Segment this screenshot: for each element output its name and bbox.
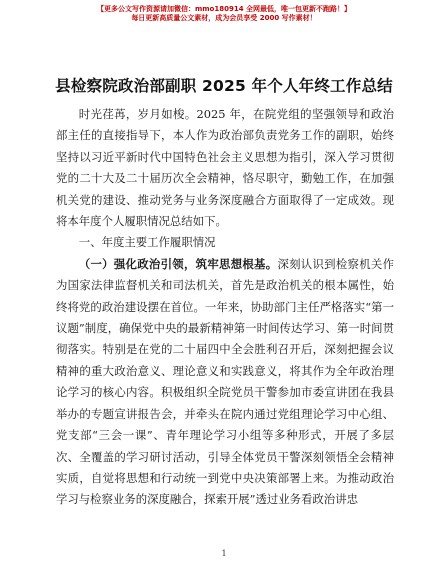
section-1-lead: （一）强化政治引领，筑牢思想根基。 [78,256,278,271]
document-title: 县检察院政治部副职 2025 年个人年终工作总结 [55,77,393,95]
promo-banner-line-1: 【更多公文写作资源请加微信：mmo180914 全网最低，唯一包更新不跑路！】 [96,5,352,13]
section-heading: 一、年度主要工作履职情况 [78,235,216,250]
section-1-text: 深刻认识到检察机关作为国家法律监督机关和司法机关，首先是政治机关的根本属性，始终将党的政治建设摆在首位。一年来，协助部门主任严格落实“第一议题”制度，确保党中央的最新精神第一时间传达学习、第一时间贯彻落实。特别是在党的二十届四中全会胜利召开后，深刻把握会议精神的重大政治意义、理论意义和实践意义，将其作为全年政治理论学习的核心内容。积极组织全院党员干警参加市委宣讲团在我县举办的专题宣讲报告会，并牵头在院内通过党组理论学习中心组、党支部“三会一课”、青年理论学习小组等多种形式，开展了多层次、全覆盖的学习研讨活动，引导全体党员干警深刻领悟全会精神实质，自觉将思想和行动统一到党中央决策部署上来。为推动政治学习与检察业务的深度融合，探索开展”透过业务看政治讲忠 [56,256,394,507]
section-1-paragraph [56,254,394,511]
promo-banner [0,5,448,23]
document-body [56,104,394,511]
page-number: 1 [221,549,227,558]
intro-paragraph: 时光荏苒，岁月如梭。2025 年，在院党组的坚强领导和政治部主任的直接指导下，本人作为政治部负责党务工作的副职，始终坚持以习近平新时代中国特色社会主义思想为指引，深入学习贯彻党的二十大及二十届历次全会精神，恪尽职守，勤勉工作，在加强机关党的建设、推动党务与业务深度融合方面取得了一定成效。现将本年度个人履职情况总结如下。 [56,107,394,229]
promo-banner-line-2: 每日更新高质量公文素材，成为会员享受 2000 写作素材！ [131,14,317,22]
